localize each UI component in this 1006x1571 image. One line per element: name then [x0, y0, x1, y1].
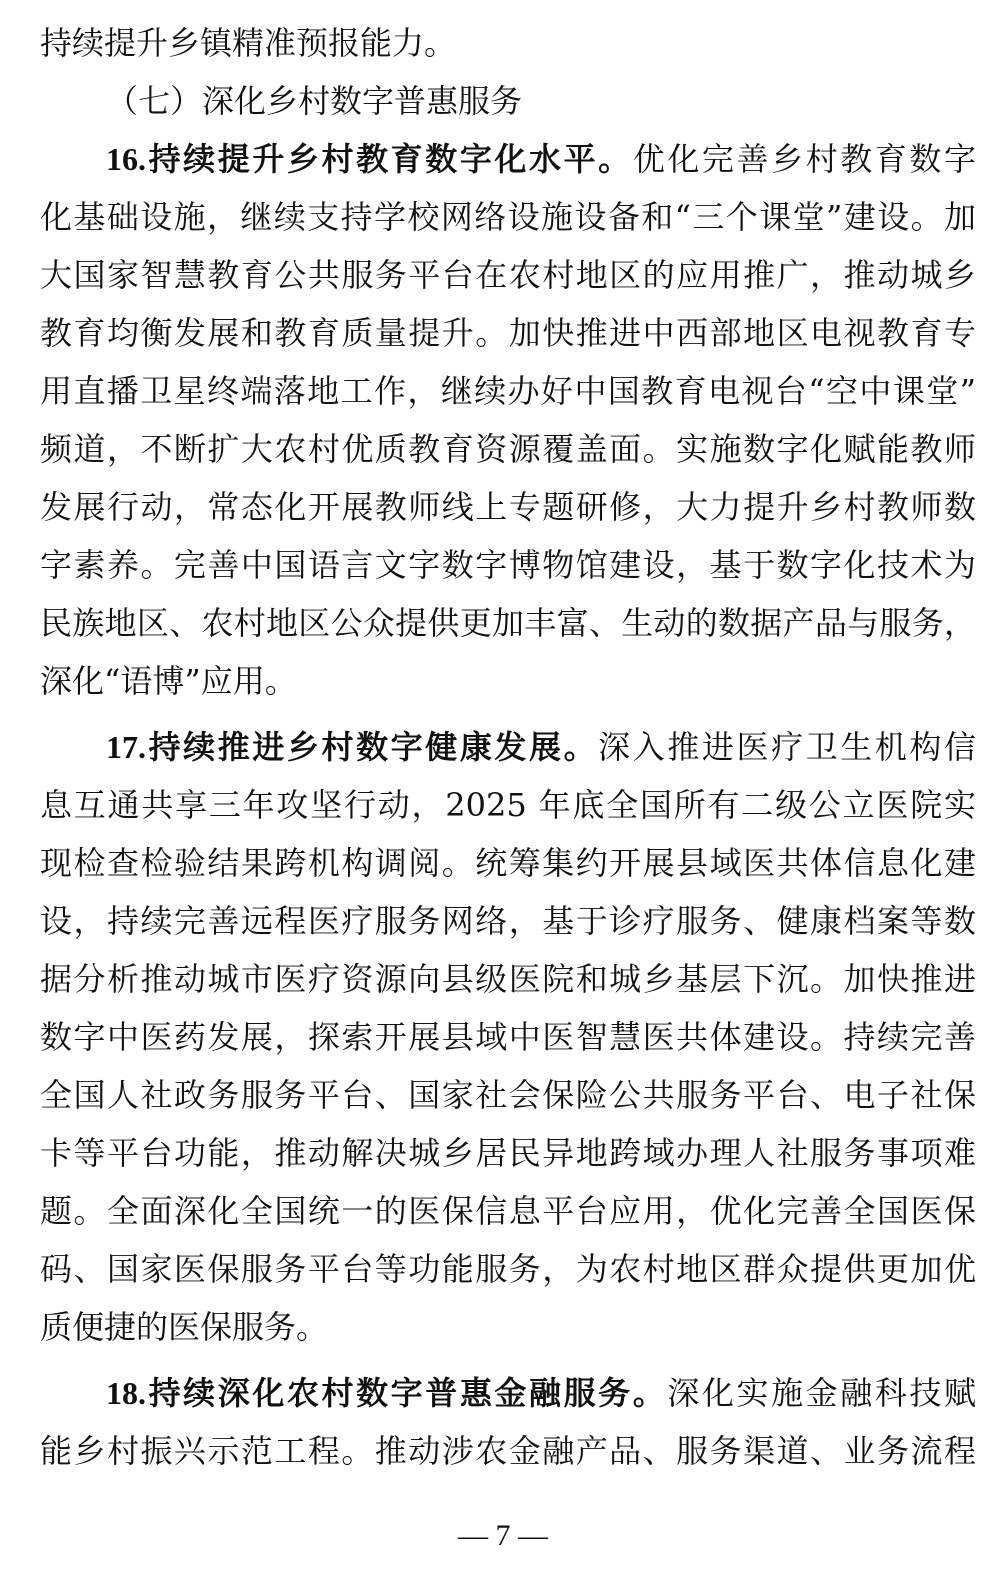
body-line: 息互通共享三年攻坚行动，2025 年底全国所有二级公立医院实 [40, 786, 976, 824]
item-heading: 持续推进乡村数字健康发展。 [146, 728, 599, 766]
item-number: 18. [106, 1375, 146, 1411]
item-heading: 持续提升乡村教育数字化水平。 [146, 140, 633, 178]
body-line: 全国人社政务服务平台、国家社会保险公共服务平台、电子社保 [40, 1076, 976, 1114]
body-line: 教育均衡发展和教育质量提升。加快推进中西部地区电视教育专 [40, 314, 976, 352]
paragraph-gap [40, 710, 976, 718]
body-text: 优化完善乡村教育数字 [632, 140, 976, 178]
body-line: 数字中医药发展，探索开展县域中医智慧医共体建设。持续完善 [40, 1018, 976, 1056]
body-line: 发展行动，常态化开展教师线上专题研修，大力提升乡村教师数 [40, 488, 976, 526]
document-page [40, 14, 976, 1480]
body-line: 据分析推动城市医疗资源向县级医院和城乡基层下沉。加快推进 [40, 960, 976, 998]
body-line: 化基础设施，继续支持学校网络设施设备和“三个课堂”建设。加 [40, 198, 976, 236]
item-heading: 持续深化农村数字普惠金融服务。 [146, 1374, 668, 1412]
body-line: 持续提升乡镇精准预报能力。 [40, 24, 457, 62]
paragraph-gap [40, 1356, 976, 1364]
paragraph-16-first-line [40, 130, 976, 188]
paragraph-17-first-line [40, 718, 976, 776]
body-line: 设，持续完善远程医疗服务网络，基于诊疗服务、健康档案等数 [40, 902, 976, 940]
body-line: 码、国家医保服务平台等功能服务，为农村地区群众提供更加优 [40, 1250, 976, 1288]
body-text: 深入推进医疗卫生机构信 [598, 728, 976, 766]
body-line: 用直播卫星终端落地工作，继续办好中国教育电视台“空中课堂” [40, 372, 976, 410]
body-line: 质便捷的医保服务。 [40, 1308, 329, 1346]
paragraph-18-first-line [40, 1364, 976, 1422]
body-line: 字素养。完善中国语言文字数字博物馆建设，基于数字化技术为 [40, 546, 976, 584]
body-line: 大国家智慧教育公共服务平台在农村地区的应用推广，推动城乡 [40, 256, 976, 294]
item-number: 17. [106, 729, 146, 765]
body-line: 卡等平台功能，推动解决城乡居民异地跨域办理人社服务事项难 [40, 1134, 976, 1172]
body-line: 题。全面深化全国统一的医保信息平台应用，优化完善全国医保 [40, 1192, 976, 1230]
body-text: 深化实施金融科技赋 [667, 1374, 976, 1412]
body-line: 现检查检验结果跨机构调阅。统筹集约开展县域医共体信息化建 [40, 844, 976, 882]
body-line: 频道，不断扩大农村优质教育资源覆盖面。实施数字化赋能教师 [40, 430, 976, 468]
item-number: 16. [106, 141, 146, 177]
body-line: 深化“语博”应用。 [40, 662, 297, 700]
body-line: 能乡村振兴示范工程。推动涉农金融产品、服务渠道、业务流程 [40, 1432, 976, 1470]
page-number: — 7 — [458, 1519, 548, 1552]
body-line: 民族地区、农村地区公众提供更加丰富、生动的数据产品与服务， [40, 604, 976, 642]
section-heading: （七）深化乡村数字普惠服务 [106, 82, 523, 120]
